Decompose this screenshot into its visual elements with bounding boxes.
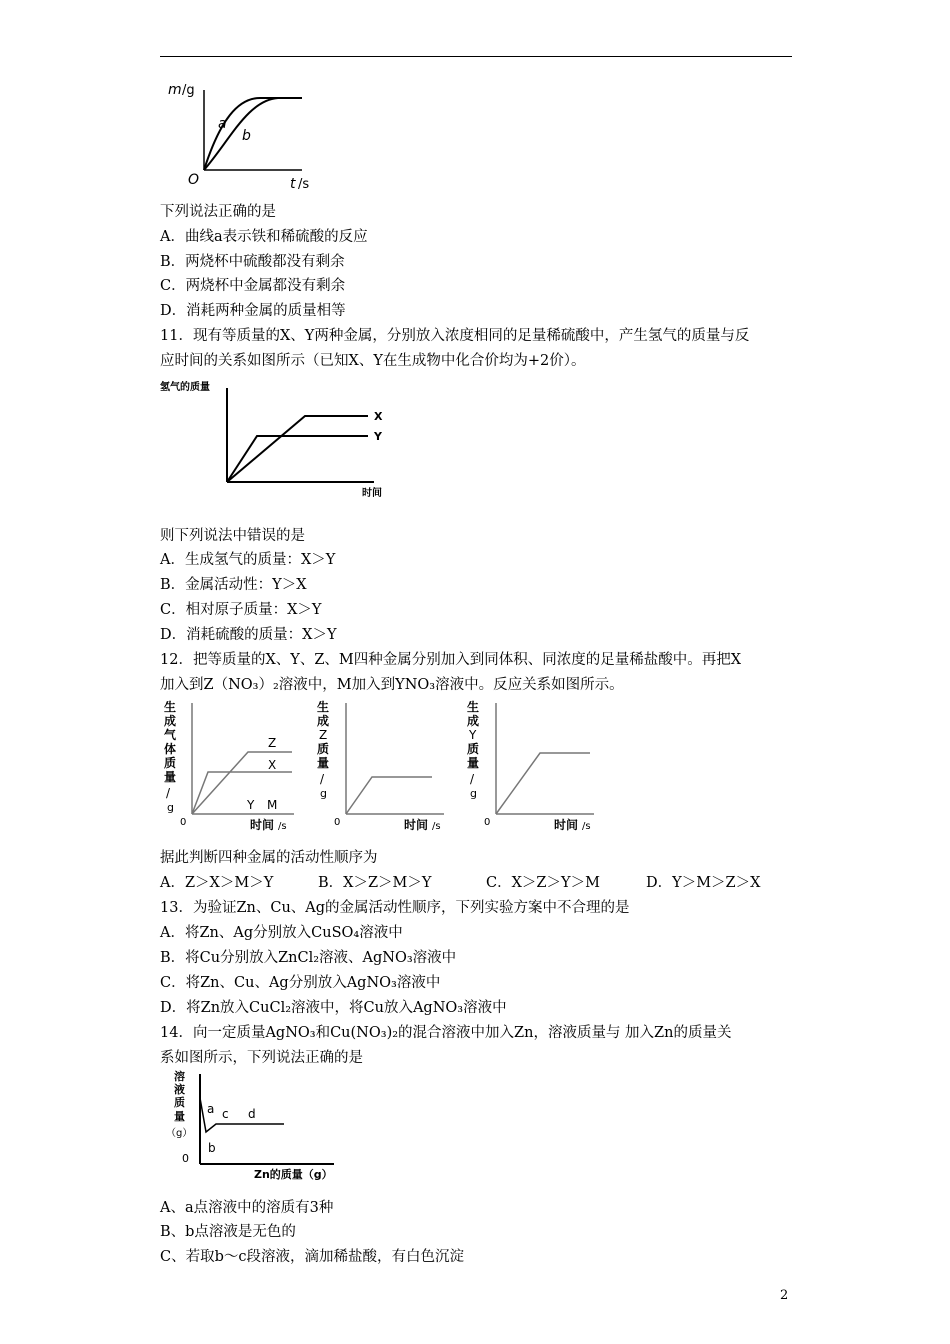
- figure-q11: [160, 378, 400, 500]
- line-y: [227, 436, 368, 482]
- q14-stem-line1: 14．向一定质量AgNO₃和Cu(NO₃)₂的混合溶液中加入Zn，溶液质量与 加入Zn的质量关: [160, 1025, 732, 1041]
- q13-option-d: D．将Zn放入CuCl₂溶液中，将Cu放入AgNO₃溶液中: [160, 1000, 507, 1016]
- q10-option-c: C．两烧杯中金属都没有剩余: [160, 278, 346, 294]
- y-label-char-0: 生: [467, 700, 480, 714]
- curve-b-label: b: [242, 128, 251, 144]
- q11-prompt: 则下列说法中错误的是: [160, 528, 305, 544]
- x-label: 时间: [362, 488, 382, 499]
- q14-option-a: A、a点溶液中的溶质有3种: [160, 1200, 334, 1216]
- y-label-char-1: 液: [174, 1083, 185, 1096]
- point-d-label: d: [248, 1107, 256, 1121]
- figure-q14: [160, 1068, 360, 1188]
- y-label-char-1: 成: [317, 714, 330, 728]
- q12-stem-line1: 12．把等质量的X、Y、Z、M四种金属分别加入到同体积、同浓度的足量稀盐酸中。再把X: [160, 652, 742, 668]
- origin-label: 0: [334, 817, 341, 828]
- curve-b: [204, 98, 278, 170]
- y-label-char-3: 量: [174, 1110, 185, 1123]
- x-unit: /s: [432, 821, 441, 832]
- q11-option-d: D．消耗硫酸的质量：X＞Y: [160, 627, 337, 643]
- q10-option-a: A．曲线a表示铁和稀硫酸的反应: [160, 229, 368, 245]
- y-label-unit: /g: [182, 83, 195, 98]
- q13-option-c: C．将Zn、Cu、Ag分别放入AgNO₃溶液中: [160, 975, 441, 991]
- y-label-char-0: 生: [317, 700, 330, 714]
- y-label-char-4: 质: [164, 756, 177, 770]
- q14-option-b: B、b点溶液是无色的: [160, 1224, 296, 1240]
- q14-stem-line2: 系如图所示，下列说法正确的是: [160, 1050, 363, 1066]
- q12-stem-line2: 加入到Z（NO₃）₂溶液中，M加入到YNO₃溶液中。反应关系如图所示。: [160, 677, 624, 693]
- label-m: M: [267, 798, 278, 812]
- q13-option-a: A．将Zn、Ag分别放入CuSO₄溶液中: [160, 925, 403, 941]
- q12-options: [160, 873, 760, 893]
- q12-option-c: C．X＞Z＞Y＞M: [486, 875, 600, 891]
- point-b-label: b: [208, 1141, 216, 1155]
- y-label-char-3: 质: [467, 742, 480, 756]
- q11-option-b: B．金属活动性：Y＞X: [160, 577, 307, 593]
- y-label-char-1: 成: [467, 714, 480, 728]
- y-label-char-0: 溶: [174, 1070, 185, 1083]
- q11-option-c: C．相对原子质量：X＞Y: [160, 602, 322, 618]
- x-label: 时间: [554, 818, 579, 832]
- q10-option-d: D．消耗两种金属的质量相等: [160, 303, 346, 319]
- q13-option-b: B．将Cu分别放入ZnCl₂溶液、AgNO₃溶液中: [160, 950, 457, 966]
- series-y-label: Y: [374, 430, 382, 443]
- y-label-char-5: 量: [164, 770, 177, 784]
- y-label: 氢气的质量: [160, 382, 210, 393]
- q12-option-b: B．X＞Z＞M＞Y: [318, 875, 432, 891]
- y-label-char-2: Z: [319, 728, 328, 742]
- y-label-char-4: 量: [317, 756, 330, 770]
- y-label-char-4: 量: [467, 756, 480, 770]
- x-label-unit: /s: [298, 177, 310, 192]
- q11-stem-line1: 11．现有等质量的X、Y两种金属，分别放入浓度相同的足量稀硫酸中，产生氢气的质量与反: [160, 328, 750, 344]
- y-label-char-0: 生: [164, 700, 177, 714]
- label-x: X: [268, 758, 277, 772]
- line-z: [346, 777, 432, 814]
- y-label-char-3: 体: [164, 742, 177, 756]
- figure-reaction-curves: [160, 80, 320, 195]
- q12-option-a: A．Z＞X＞M＞Y: [160, 875, 274, 891]
- figure-q12-gas: [160, 697, 305, 837]
- q11-stem-line2: 应时间的关系如图所示（已知X、Y在生成物中化合价均为+2价）。: [160, 353, 586, 369]
- q14-option-c: C、若取b～c段溶液，滴加稀盐酸，有白色沉淀: [160, 1249, 464, 1265]
- label-z: Z: [268, 736, 277, 750]
- x-label: 时间: [404, 818, 429, 832]
- q12-prompt: 据此判断四种金属的活动性顺序为: [160, 850, 378, 866]
- label-y: Y: [247, 798, 255, 812]
- point-a-label: a: [207, 1102, 215, 1116]
- x-unit: /s: [582, 821, 591, 832]
- origin-label: 0: [484, 817, 491, 828]
- q10-option-b: B．两烧杯中硫酸都没有剩余: [160, 254, 345, 270]
- y-label-char-6: g: [320, 787, 327, 800]
- y-label-char-6: g: [470, 787, 477, 800]
- y-label-char-6: /: [166, 786, 171, 800]
- point-c-label: c: [222, 1107, 229, 1121]
- y-label-char-2: 气: [164, 728, 177, 742]
- x-label: 时间: [250, 818, 275, 832]
- y-label-char-2: Y: [469, 728, 477, 742]
- series-x-label: X: [374, 410, 383, 423]
- figure-q12-z: [312, 697, 452, 837]
- origin-label: 0: [180, 817, 187, 828]
- y-label-char-1: 成: [164, 714, 177, 728]
- q10-prompt: 下列说法正确的是: [160, 204, 276, 220]
- y-label-char-5: /: [470, 772, 475, 786]
- origin-label: O: [188, 172, 200, 188]
- q12-option-d: D．Y＞M＞Z＞X: [646, 875, 761, 891]
- curve-a-label: a: [218, 116, 227, 132]
- x-label: Zn的质量（g）: [254, 1168, 333, 1181]
- q13-stem: 13．为验证Zn、Cu、Ag的金属活动性顺序，下列实验方案中不合理的是: [160, 900, 630, 916]
- figure-q12-y: [462, 697, 602, 837]
- origin-label: 0: [182, 1152, 189, 1165]
- y-label-char-3: 质: [317, 742, 330, 756]
- y-unit: （g）: [166, 1128, 193, 1139]
- y-label-char-7: g: [167, 801, 174, 814]
- line-y: [496, 753, 590, 814]
- page-number: 2: [780, 1288, 789, 1303]
- q11-option-a: A．生成氢气的质量：X＞Y: [160, 552, 336, 568]
- y-label-char-5: /: [320, 772, 325, 786]
- y-label-m: m: [168, 82, 182, 98]
- header-rule: [160, 56, 792, 57]
- y-label-char-2: 质: [174, 1096, 185, 1109]
- x-label-t: t: [290, 176, 296, 192]
- x-unit: /s: [278, 821, 287, 832]
